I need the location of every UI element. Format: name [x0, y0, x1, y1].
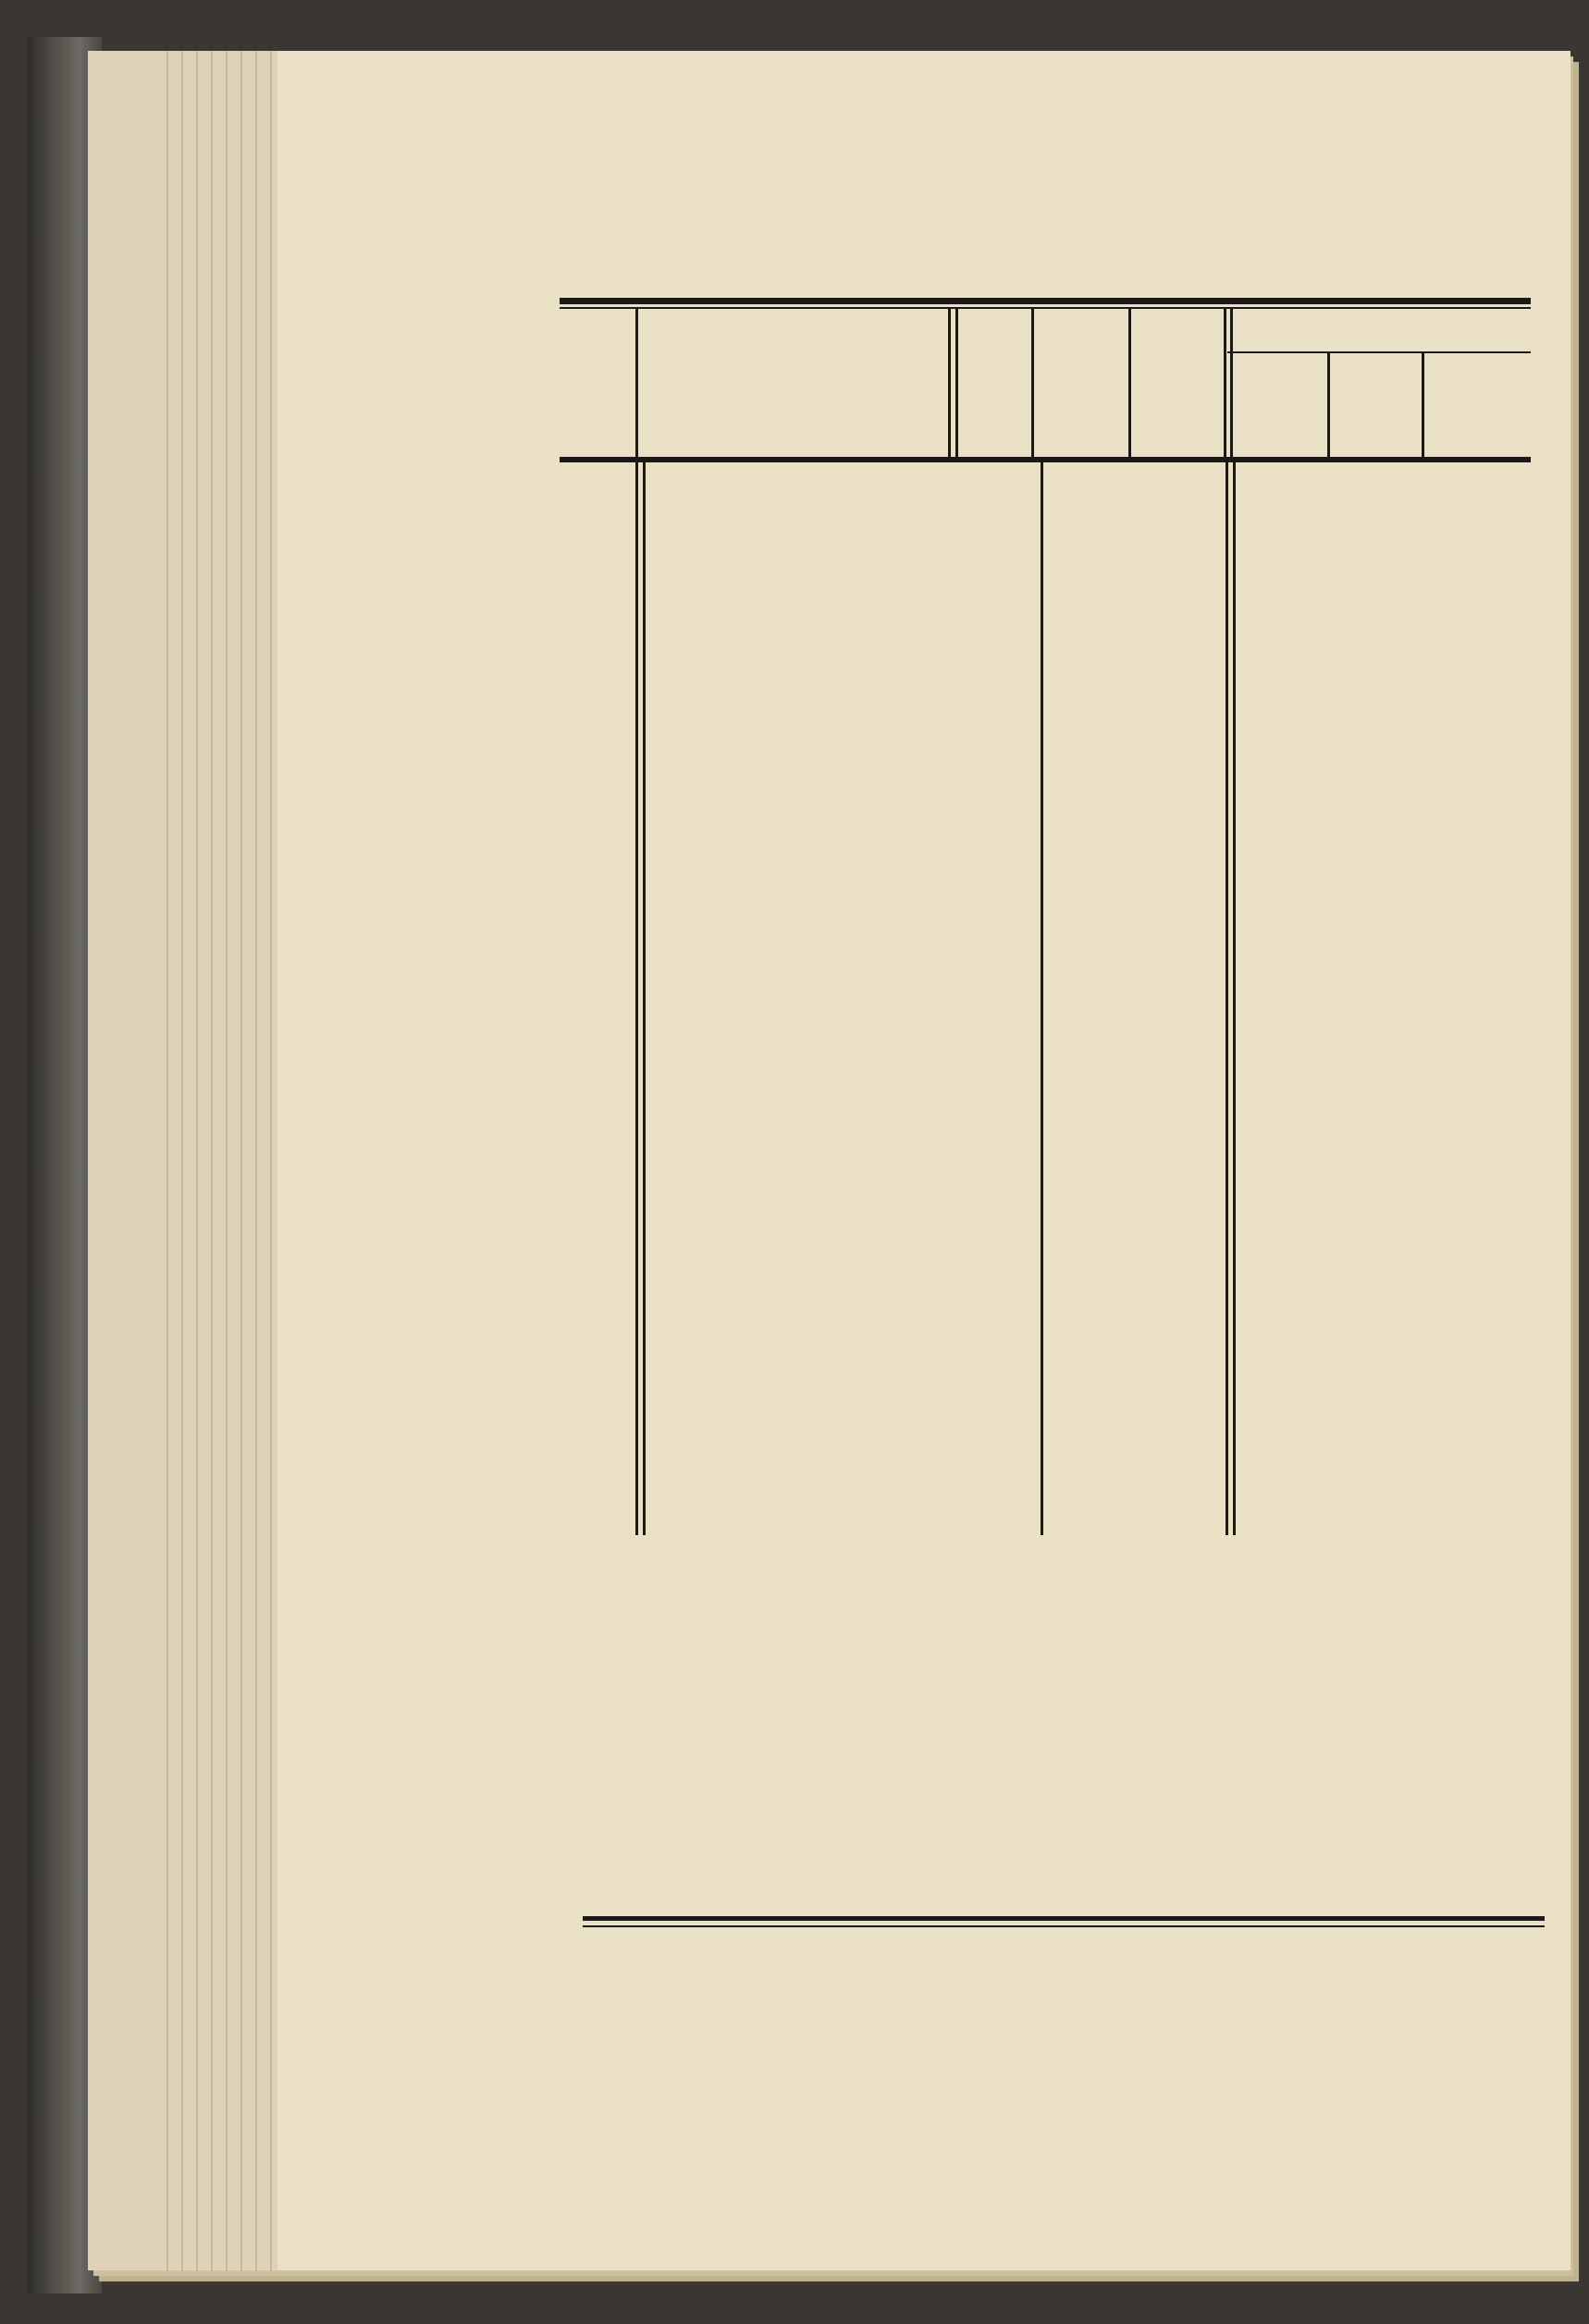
table-body	[560, 462, 1531, 1692]
page-edges	[166, 51, 296, 2270]
footer-rule-thin	[583, 1925, 1545, 1927]
top-rule	[560, 298, 1531, 304]
table-header	[560, 309, 1531, 462]
population-table	[560, 298, 1531, 1692]
footer-rule	[583, 1916, 1545, 1921]
